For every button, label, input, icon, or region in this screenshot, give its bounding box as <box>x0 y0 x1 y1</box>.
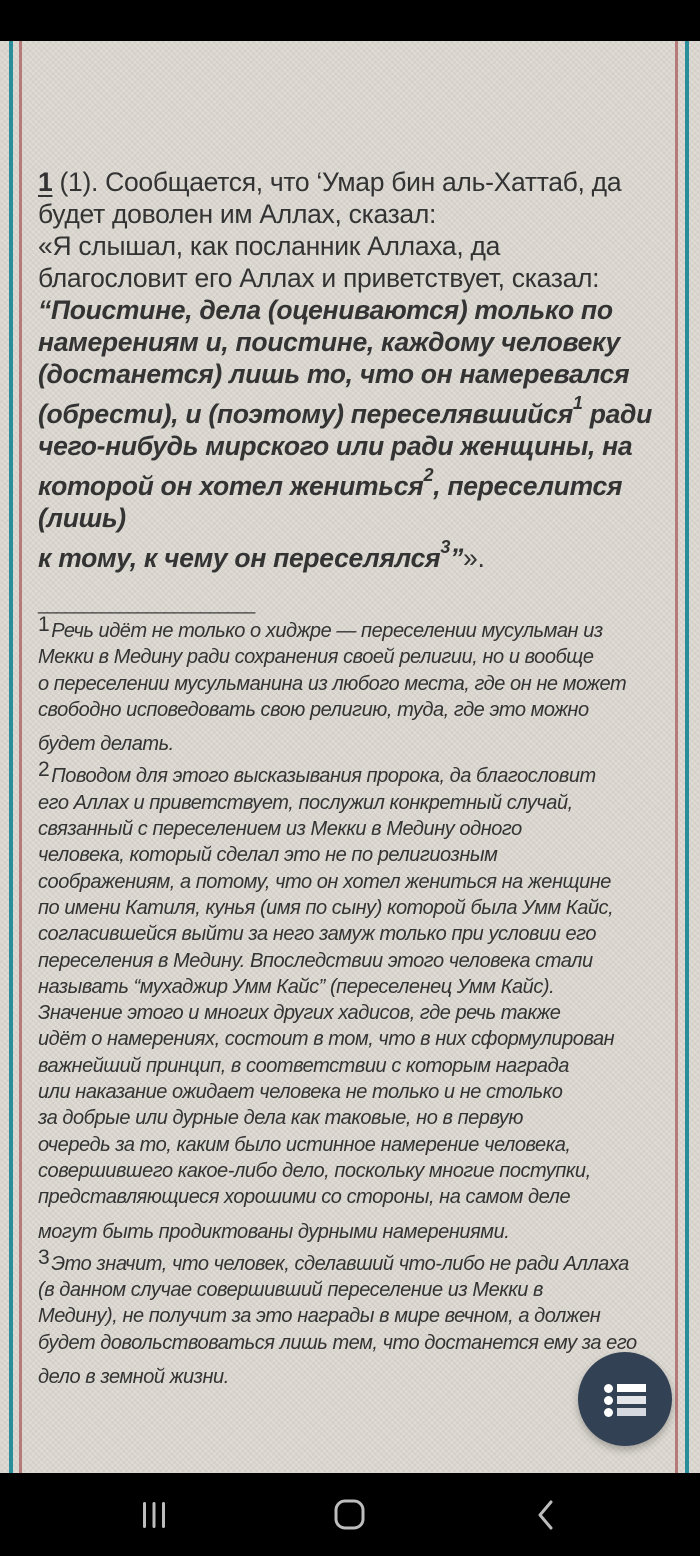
border-line-pink-right <box>675 41 678 1473</box>
footnote-line: очередь за то, каким было истинное намерение человека, <box>38 1133 571 1156</box>
border-line-teal-left <box>9 41 13 1473</box>
footnote-line: соображениям, а потому, что он хотел жениться на женщине <box>38 870 611 893</box>
recent-apps-icon <box>139 1500 169 1530</box>
footnote-line: или наказание ожидает человека не только и не столько <box>38 1081 563 1104</box>
footnote-separator: ________________________ <box>38 594 255 614</box>
footnote-line: о переселении мусульманина из любого места, где он не может <box>38 672 627 695</box>
hadith-line-2: будет доволен им Аллах, сказал: <box>38 199 437 229</box>
footnote-line: свободно исповедовать свою религию, туда, где это можно <box>38 698 589 721</box>
footnote-marker: 1 <box>38 613 50 636</box>
footnote-line: связанный с переселением из Мекки в Медину одного <box>38 818 522 841</box>
home-icon <box>334 1499 366 1531</box>
quote-line: чего-нибудь мирского или ради женщины, на <box>38 431 633 461</box>
footnote-line: согласившейся выйти за него замуж только при условии его <box>38 923 597 946</box>
footnote-line: представляющиеся хорошими со стороны, на самом деле <box>38 1186 571 1209</box>
hadith-content <box>38 166 663 1390</box>
hadith-number-link[interactable]: 1 <box>38 167 53 197</box>
footnote-line: Значение этого и многих других хадисов, где речь также <box>38 1002 561 1025</box>
footnote-ref-3[interactable]: 3 <box>440 537 451 558</box>
quote-line <box>38 537 663 574</box>
footnote-line: будет довольствоваться лишь тем, что достанется ему за его <box>38 1331 637 1354</box>
footnote-marker: 2 <box>38 758 50 782</box>
footnote-line: Поводом для этого высказывания пророка, да благословит <box>51 765 596 788</box>
quote-text: (обрести), и (поэтому) переселявшийся <box>38 399 573 429</box>
status-bar <box>0 0 700 41</box>
hadith-quote <box>38 294 663 574</box>
border-line-pink-left <box>19 41 22 1473</box>
footnote-line: Речь идёт не только о хиджре — переселении мусульман из <box>51 620 603 642</box>
footnote-line: переселения в Медину. Впоследствии этого человека стали <box>38 949 593 972</box>
quote-text: к тому, к чему он переселялся <box>38 543 441 573</box>
footnote-ref-1[interactable]: 1 <box>572 393 583 414</box>
quote-line: “Поистине, дела (оцениваются) только по <box>38 295 613 325</box>
list-icon <box>604 1382 646 1416</box>
quote-end: ». <box>463 543 485 573</box>
quote-line <box>38 465 663 534</box>
hadith-line-3: «Я слышал, как посланник Аллаха, да <box>38 231 501 261</box>
quote-text: ради <box>582 399 652 429</box>
back-icon <box>536 1499 556 1531</box>
system-nav-bar <box>0 1473 700 1556</box>
footnote-marker: 3 <box>38 1245 50 1269</box>
footnote-line: будет делать. <box>38 733 174 756</box>
quote-line: (достанется) лишь то, что он намеревался <box>38 359 630 389</box>
footnote-line: идёт о намерениях, состоит в том, что в них сформулирован <box>38 1028 615 1051</box>
footnote-ref-2[interactable]: 2 <box>423 465 434 486</box>
footnote-line: Мекки в Медину ради сохранения своей религии, но и вообще <box>38 646 594 669</box>
table-of-contents-button[interactable] <box>578 1352 672 1446</box>
quote-text: , переселится (лишь) <box>38 471 623 533</box>
footnote-line: называть “мухаджир Умм Кайс” (переселенец Умм Кайс). <box>38 975 555 998</box>
footnote-2 <box>38 758 663 1244</box>
footnote-line: дело в земной жизни. <box>38 1366 229 1389</box>
footnote-line: человека, который сделал это не по религиозным <box>38 844 498 867</box>
footnote-line: его Аллах и приветствует, послужил конкретный случай, <box>38 791 573 814</box>
quote-line <box>38 393 663 430</box>
footnote-line: (в данном случае совершивший переселение из Мекки в <box>38 1279 544 1302</box>
footnote-line: по имени Катиля, кунья (имя по сыну) которой была Умм Кайс, <box>38 896 614 919</box>
footnote-line: могут быть продиктованы дурными намерениями. <box>38 1220 510 1243</box>
footnote-1 <box>38 613 663 757</box>
back-button[interactable] <box>516 1493 576 1537</box>
hadith-line-1 <box>38 166 663 198</box>
footnote-line: Это значит, что человек, сделавший что-либо не ради Аллаха <box>51 1252 629 1275</box>
hadith-text <box>38 166 663 574</box>
reader-page[interactable] <box>0 41 700 1473</box>
quote-text: ” <box>450 543 464 573</box>
border-line-teal-right <box>685 41 689 1473</box>
hadith-line-4: благословит его Аллах и приветствует, сказал: <box>38 263 600 293</box>
recent-apps-button[interactable] <box>124 1493 184 1537</box>
footnote-line: за добрые или дурные дела как таковые, но в первую <box>38 1107 523 1130</box>
footnote-line: важнейший принцип, в соответствии с которым награда <box>38 1054 569 1077</box>
hadith-intro: (1). Сообщается, что ‘Умар бин аль-Хаттаб, да <box>52 167 622 197</box>
footnote-line: совершившего какое-либо дело, поскольку многие поступки, <box>38 1159 591 1182</box>
footnote-3 <box>38 1245 663 1390</box>
home-button[interactable] <box>320 1493 380 1537</box>
footnote-line: Медину), не получит за это награды в мире вечном, а должен <box>38 1305 601 1328</box>
quote-line: намерениям и, поистине, каждому человеку <box>38 327 620 357</box>
quote-text: которой он хотел жениться <box>38 471 424 501</box>
